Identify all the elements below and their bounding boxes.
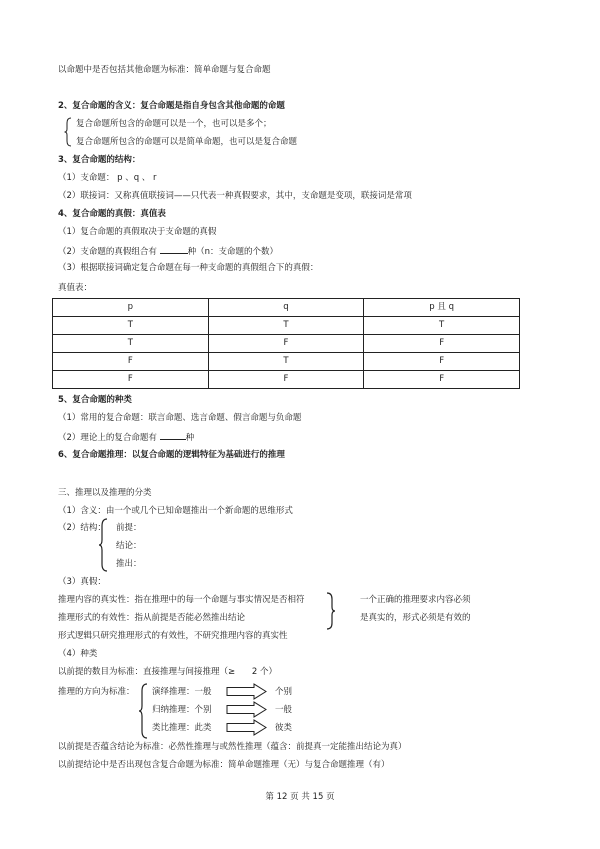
text-line: 是真实的，形式必须是有效的 — [360, 613, 471, 623]
page-footer: 第 12 页 共 15 页 — [265, 792, 335, 802]
text-line — [58, 430, 194, 444]
section-heading: 三、推理以及推理的分类 — [58, 488, 152, 498]
right-brace-icon — [326, 592, 336, 630]
text-line: 复合命题所包含的命题可以是一个，也可以是多个； — [76, 119, 272, 129]
inference-type: 演绎推理：一般 — [152, 687, 212, 697]
table-header-cell: p — [53, 299, 209, 317]
table-row — [53, 317, 520, 335]
text-segment: 种（n：支命题的个数） — [187, 247, 279, 257]
text-line: 复合命题所包含的命题可以是简单命题，也可以是复合命题 — [76, 137, 298, 147]
right-arrow-icon — [226, 719, 268, 736]
fill-blank — [160, 430, 186, 440]
text-line: （1）支命题： p 、q 、 r — [58, 173, 157, 183]
table-cell: T — [208, 317, 364, 335]
right-arrow-icon — [226, 701, 268, 718]
text-segment: 以前提的数目为标准：直接推理与间接推理（≥ — [58, 667, 236, 677]
text-segment: （2）支命题的真假组合有 — [58, 247, 157, 257]
table-header-cell: p 且 q — [364, 299, 520, 317]
section-heading: 4、复合命题的真假：真值表 — [58, 209, 166, 219]
text-line: 以前提结论中是否出现包含复合命题为标准：简单命题推理（无）与复合命题推理（有） — [58, 760, 390, 770]
text-line: （1）常用的复合命题：联言命题、选言命题、假言命题与负命题 — [58, 413, 302, 423]
section-heading: 2、复合命题的含义：复合命题是指自身包含其他命题的命题 — [58, 101, 285, 111]
table-cell: T — [53, 335, 209, 353]
table-cell: T — [364, 317, 520, 335]
text-line: （3）真假： — [58, 577, 106, 587]
inference-type: 类比推理：此类 — [152, 723, 212, 733]
structure-item: 前提： — [116, 523, 142, 533]
text-line: 推理形式的有效性：指从前提是否能必然推出结论 — [58, 613, 246, 623]
text-line — [58, 666, 277, 678]
structure-item: 结论： — [116, 541, 142, 551]
truth-table — [52, 298, 520, 389]
text-line: （1）复合命题的真假取决于支命题的真假 — [58, 227, 217, 237]
table-header-row — [53, 299, 520, 317]
table-cell: T — [208, 353, 364, 371]
text-line: 一个正确的推理要求内容必须 — [360, 595, 471, 605]
text-line: （3）根据联接词确定复合命题在每一种支命题的真假组合下的真假： — [58, 263, 319, 273]
text-line: 以命题中是否包括其他命题为标准：简单命题与复合命题 — [58, 65, 271, 75]
table-caption: 真值表： — [58, 283, 93, 293]
left-brace-icon — [98, 518, 108, 572]
left-brace-icon — [138, 683, 148, 739]
text-line — [58, 244, 278, 258]
section-heading: 3、复合命题的结构： — [58, 155, 141, 165]
text-line: 形式逻辑只研究推理形式的有效性，不研究推理内容的真实性 — [58, 631, 288, 641]
table-row — [53, 335, 520, 353]
table-row — [53, 353, 520, 371]
inference-target: 彼类 — [275, 723, 293, 733]
structure-item: 推出： — [116, 559, 142, 569]
inference-type: 归纳推理：个别 — [152, 705, 212, 715]
text-line: （4）种类 — [58, 649, 98, 659]
table-row — [53, 371, 520, 389]
left-brace-icon — [64, 117, 72, 147]
text-line: （2）联接词：又称真值联接词——只代表一种真假要求，其中，支命题是变项，联接词是常项 — [58, 191, 412, 201]
table-header-cell: q — [208, 299, 364, 317]
text-line: （2）结构： — [58, 523, 106, 533]
text-line: 以前提是否蕴含结论为标准：必然性推理与或然性推理（蕴含：前提真一定能推出结论为真） — [58, 742, 407, 752]
text-line: 推理的方向为标准： — [58, 687, 135, 697]
text-segment: 2 个） — [251, 667, 277, 677]
table-cell: F — [53, 371, 209, 389]
table-cell: F — [364, 335, 520, 353]
inference-target: 个别 — [275, 687, 293, 697]
table-cell: T — [53, 317, 209, 335]
table-cell: F — [208, 335, 364, 353]
section-heading: 6、复合命题推理：以复合命题的逻辑特征为基础进行的推理 — [58, 450, 285, 460]
text-segment: 种 — [185, 433, 195, 443]
table-cell: F — [364, 353, 520, 371]
table-cell: F — [53, 353, 209, 371]
text-segment: （2）理论上的复合命题有 — [58, 433, 157, 443]
table-cell: F — [208, 371, 364, 389]
fill-blank — [160, 244, 188, 254]
section-heading: 5、复合命题的种类 — [58, 395, 132, 405]
table-cell: F — [364, 371, 520, 389]
text-line: 推理内容的真实性：指在推理中的每一个命题与事实情况是否相符 — [58, 595, 305, 605]
inference-target: 一般 — [275, 705, 293, 715]
right-arrow-icon — [226, 683, 268, 700]
text-line: （1）含义：由一个或几个已知命题推出一个新命题的思维形式 — [58, 506, 293, 516]
